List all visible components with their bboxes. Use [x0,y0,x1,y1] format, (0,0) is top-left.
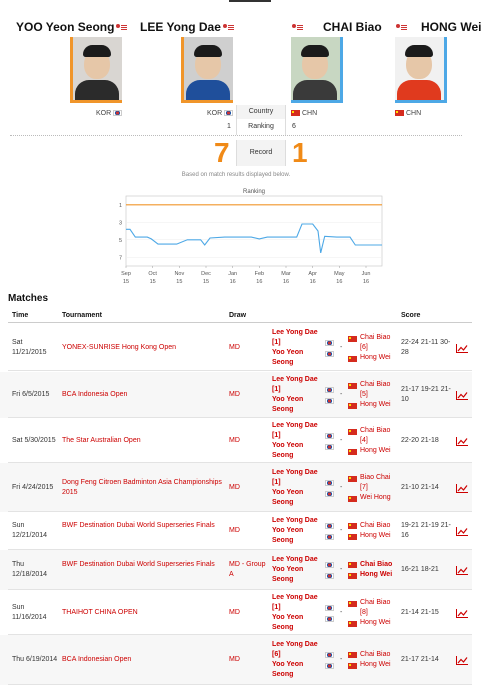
china-flag-icon [348,663,357,669]
china-flag-icon [348,601,357,607]
match-date-value: 12/21/2014 [12,532,48,539]
col-time: Time [12,312,29,319]
table-row [0,635,472,685]
korea-flag-icon [325,523,334,529]
profile-icon[interactable] [292,24,303,32]
china-flag-icon [348,562,357,568]
team-left-name[interactable]: Lee Yong Dae [272,376,318,383]
col-score: Score [401,312,421,319]
x-tick-label: 15 [202,279,210,285]
header-line [8,322,472,323]
draw-label: MD [229,527,240,534]
team-right-name[interactable]: Wei Hong [360,493,391,501]
team-left-name[interactable]: Lee Yong Dae [272,593,318,601]
y-tick-label: 7 [118,255,122,262]
match-stats-icon[interactable] [456,527,468,536]
draw-label: MD [229,656,240,663]
match-stats-icon[interactable] [456,391,468,400]
match-date: Fri 4/24/2015 [12,483,54,491]
tournament-link[interactable]: BCA Indonesian Open [62,656,132,663]
korea-flag-icon [325,616,334,622]
profile-icon[interactable] [396,24,407,32]
player-name-1[interactable]: YOO Yeon Seong [16,20,127,34]
x-tick-label: Jan [228,271,238,277]
x-tick-label: Dec [201,271,211,277]
team-right-name[interactable]: [6] [360,344,368,351]
ranking-right: 6 [292,123,296,130]
table-row [0,550,472,590]
team-right[interactable] [360,560,396,580]
match-stats-icon[interactable] [456,609,468,618]
match-score: 21-17 21-14 [401,656,439,663]
team-right-name[interactable]: Hong Wei [360,354,391,361]
team-left-name[interactable]: Seong [272,451,294,459]
china-flag-icon [348,534,357,540]
player-name-3[interactable]: CHAI Biao [292,20,382,34]
team-left-name[interactable]: Seong [272,623,294,631]
tournament-link[interactable]: BWF Destination Dubai World Superseries Finals [62,522,215,529]
table-row [0,325,472,371]
china-flag-icon [348,652,357,658]
korea-flag-icon [113,110,122,116]
row-separator [8,370,472,371]
x-tick-label: 16 [229,279,236,285]
team-left-name[interactable]: Seong [272,406,294,413]
versus-dash: - [340,344,343,351]
country-label: Country [236,105,286,119]
match-stats-icon[interactable] [456,566,468,575]
china-flag-icon [348,383,357,389]
row-separator [8,684,472,685]
ranking-chart-svg [112,186,384,291]
x-tick-label: 15 [176,279,183,285]
china-flag-icon [348,336,357,342]
tournament-link[interactable]: THAIHOT CHINA OPEN [62,608,138,616]
matches-title: Matches [8,293,49,304]
team-left-name[interactable]: Seong [272,498,294,506]
match-stats-icon[interactable] [456,484,468,493]
match-day: Thu [12,561,25,568]
tournament-link[interactable]: BCA Indonesia Open [62,391,128,398]
team-left-name[interactable]: [1] [272,478,281,486]
team-right-name[interactable]: Hong Wei [360,571,393,578]
match-day: Sun [12,522,25,529]
match-day: Sun [12,603,25,611]
table-row [0,372,472,418]
match-date [12,521,60,541]
team-right-name[interactable]: [5] [360,391,368,398]
korea-flag-icon [325,444,334,450]
korea-flag-icon [325,491,334,497]
versus-dash: - [340,656,343,663]
team-left-name[interactable]: [6] [272,651,281,658]
profile-icon[interactable] [116,24,127,32]
team-left-name[interactable]: Yoo Yeon [272,566,304,573]
match-date-value: 11/21/2015 [12,349,47,356]
player-photo-1[interactable] [70,37,122,103]
korea-flag-icon [325,652,334,658]
team-right[interactable] [360,333,396,363]
x-tick-label: Nov [174,271,185,277]
player-name-4[interactable]: HONG Wei [396,20,481,34]
team-right-name[interactable]: Hong Wei [360,661,391,668]
draw-label: MD [229,436,240,444]
profile-icon[interactable] [223,24,234,32]
ranking-left: 1 [227,123,231,130]
team-left-name[interactable]: Lee Yong Dae [272,421,318,429]
team-left-name[interactable]: [1] [272,339,281,346]
draw-label: MD [229,608,240,616]
col-tournament: Tournament [62,312,102,319]
tournament-link[interactable]: Dong Feng Citroen Badminton Asia Championships 2015 [62,478,222,496]
china-flag-icon [348,429,357,435]
x-tick-label: 15 [149,279,156,285]
team-left-name[interactable]: Lee Yong Dae [272,556,318,563]
match-score: 21-14 21-15 [401,608,439,616]
team-right-name[interactable]: [8] [360,608,368,616]
team-right-name[interactable]: Hong Wei [360,618,391,626]
china-flag-icon [348,356,357,362]
match-stats-icon[interactable] [456,437,468,446]
team-left-name[interactable]: [1] [272,386,281,393]
team-left-name[interactable]: Lee Yong Dae [272,517,318,524]
match-date-value: 12/18/2014 [12,571,48,578]
x-tick-label: 15 [122,279,130,285]
record-label: Record [236,140,286,166]
x-tick-label: Jun [361,271,371,277]
player-photo-4[interactable] [395,37,447,103]
player-country-4: CHN [395,110,421,117]
match-score: 21-17 19-21 21-10 [401,386,451,403]
team-right[interactable] [360,598,396,628]
china-flag-icon [348,573,357,579]
team-left[interactable] [272,375,322,415]
draw-label: MD [229,344,240,351]
china-flag-icon [291,110,300,116]
team-right[interactable] [360,380,396,410]
versus-dash: - [340,527,343,534]
team-left-name[interactable]: Seong [272,359,294,366]
team-right[interactable] [360,521,396,541]
player-photo-2[interactable] [181,37,233,103]
col-draw: Draw [229,312,247,319]
match-score: 19-21 21-19 21-16 [401,522,451,539]
match-date [12,603,60,623]
team-right-name[interactable]: Hong Wei [360,401,391,408]
match-date: Fri 6/5/2015 [12,391,50,398]
player-country-2: KOR [207,110,233,117]
team-left-name[interactable]: Yoo Yeon [272,349,304,356]
match-score: 16-21 18-21 [401,566,439,573]
y-tick-label: 3 [118,220,122,227]
table-row [0,512,472,550]
tournament-link[interactable]: YONEX-SUNRISE Hong Kong Open [62,344,176,351]
team-left-name[interactable]: [1] [272,603,281,611]
team-left-name[interactable]: Yoo Yeon [272,661,304,668]
versus-dash: - [340,483,343,491]
team-left-name[interactable]: Yoo Yeon [272,441,304,449]
draw-label: MD [229,483,240,491]
korea-flag-icon [325,340,334,346]
chart-title: Ranking [242,189,266,195]
x-tick-label: 16 [336,279,343,285]
table-row [0,590,472,635]
china-flag-icon [348,496,357,502]
match-stats-icon[interactable] [456,344,468,353]
team-left-name[interactable]: Seong [272,576,294,583]
team-left-name[interactable]: Seong [272,537,294,544]
china-flag-icon [348,621,357,627]
team-right-name[interactable]: Chai Biao [360,522,391,529]
team-right-name[interactable]: Chai Biao [360,334,391,341]
team-left-name[interactable]: Seong [272,671,294,678]
tournament-link[interactable]: The Star Australian Open [62,436,141,444]
korea-flag-icon [325,433,334,439]
draw-label: MD [229,391,240,398]
record-right: 1 [292,137,308,168]
match-day: Sat [12,339,23,346]
team-left-name[interactable]: [1] [272,431,281,439]
player-photo-3[interactable] [291,37,343,103]
player-name-2[interactable]: LEE Yong Dae [140,20,234,34]
match-stats-icon[interactable] [456,656,468,665]
korea-flag-icon [325,534,334,540]
korea-flag-icon [325,605,334,611]
team-right-name[interactable]: [7] [360,483,368,491]
korea-flag-icon [325,387,334,393]
team-right-name[interactable]: Hong Wei [360,446,391,454]
match-date [12,338,60,358]
x-tick-label: 16 [309,279,316,285]
match-date: Thu 6/19/2014 [12,656,58,663]
team-left[interactable] [272,468,322,508]
ranking-chart [112,186,384,291]
team-right-name[interactable]: Chai Biao [360,598,391,606]
team-left[interactable] [272,640,322,680]
team-left-name[interactable]: Lee Yong Dae [272,468,318,476]
team-left[interactable] [272,328,322,368]
x-tick-label: 16 [362,279,370,285]
team-right-name[interactable]: [4] [360,436,368,444]
versus-dash: - [340,608,343,616]
match-date [12,560,60,580]
chart-frame [126,196,382,266]
korea-flag-icon [325,573,334,579]
korea-flag-icon [325,562,334,568]
china-flag-icon [348,476,357,482]
team-left[interactable] [272,516,322,546]
match-date: Sat 5/30/2015 [12,436,56,444]
divider [10,135,462,136]
table-row [0,418,472,463]
versus-dash: - [340,436,343,444]
team-right[interactable] [360,473,396,503]
versus-dash: - [340,566,343,573]
china-flag-icon [395,110,404,116]
player-country-3: CHN [291,110,317,117]
draw-label: MD - Group A [229,561,266,578]
korea-flag-icon [325,351,334,357]
player-country-1: KOR [96,110,122,117]
team-left[interactable] [272,421,322,461]
team-right-name[interactable]: Chai Biao [360,426,391,434]
record-note: Based on match results displayed below. [181,172,291,178]
x-tick-label: Sep [121,271,131,277]
match-score: 21-10 21-14 [401,483,439,491]
team-left-name[interactable]: Yoo Yeon [272,488,304,496]
team-right-name[interactable]: Chai Biao [360,381,391,388]
series-line-1 [126,224,382,253]
top-rule [229,0,271,2]
match-score: 22-24 21-11 30-28 [401,339,451,356]
team-left[interactable] [272,555,322,585]
korea-flag-icon [325,398,334,404]
tournament-link[interactable]: BWF Destination Dubai World Superseries Finals [62,561,215,568]
team-right[interactable] [360,426,396,456]
x-tick-label: May [334,271,345,277]
korea-flag-icon [325,480,334,486]
x-tick-label: 16 [282,279,290,285]
table-row [0,463,472,512]
china-flag-icon [348,449,357,455]
match-date-value: 11/16/2014 [12,613,47,621]
korea-flag-icon [325,663,334,669]
team-left-name[interactable]: Yoo Yeon [272,527,304,534]
x-tick-label: Oct [148,271,157,277]
team-left-name[interactable]: Lee Yong Dae [272,329,318,336]
team-right[interactable] [360,650,396,670]
y-tick-label: 5 [118,237,122,244]
ranking-label: Ranking [236,119,286,135]
x-tick-label: Apr [308,271,317,277]
x-tick-label: Mar [281,271,291,277]
china-flag-icon [348,403,357,409]
record-left: 7 [214,137,230,168]
x-tick-label: Feb [254,271,265,277]
team-right-name[interactable]: Hong Wei [360,532,391,539]
team-right-name[interactable]: Biao Chai [360,473,391,481]
match-score: 22-20 21-18 [401,436,439,444]
team-right-name[interactable]: Chai Biao [360,651,391,658]
y-tick-label: 1 [118,202,122,209]
team-left[interactable] [272,593,322,633]
x-tick-label: 16 [256,279,263,285]
team-left-name[interactable]: Lee Yong Dae [272,641,318,648]
china-flag-icon [348,523,357,529]
team-left-name[interactable]: Yoo Yeon [272,396,304,403]
korea-flag-icon [224,110,233,116]
team-right-name[interactable]: Chai Biao [360,561,393,568]
team-left-name[interactable]: Yoo Yeon [272,613,304,621]
versus-dash: - [340,391,343,398]
